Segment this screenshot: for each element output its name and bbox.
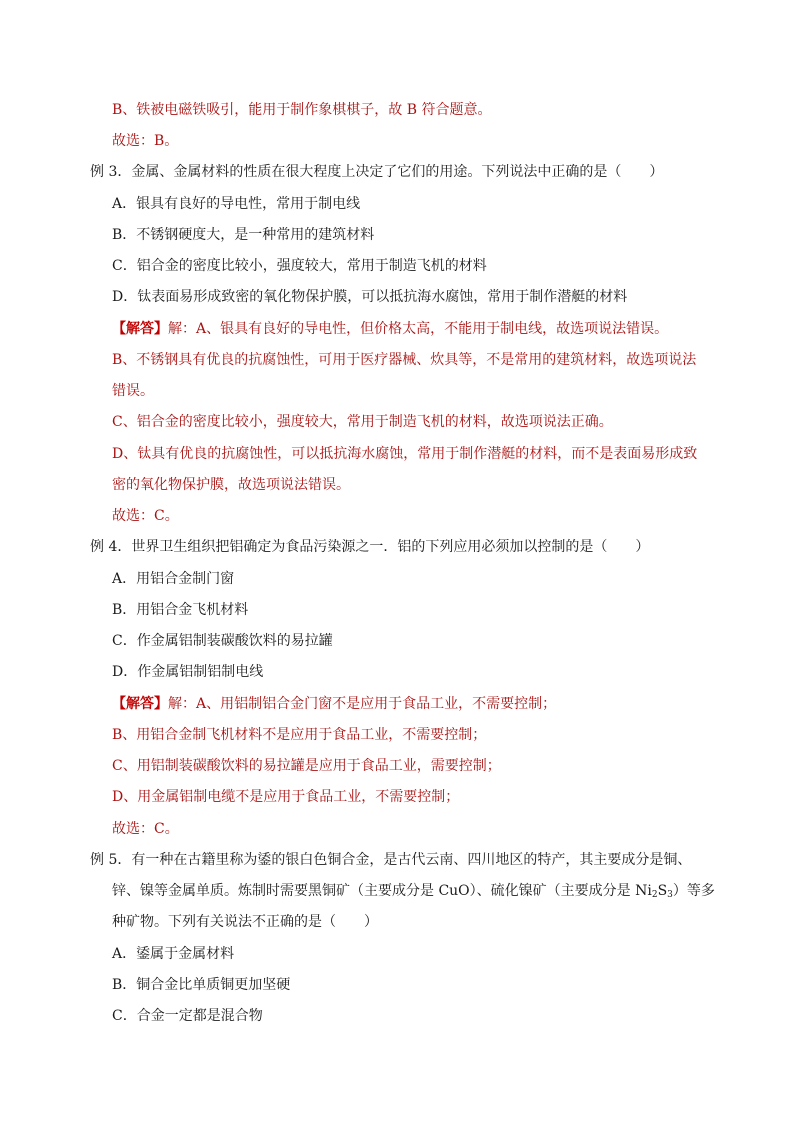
answer-line: C、用铝制装碳酸饮料的易拉罐是应用于食品工业，需要控制； [112, 758, 501, 774]
answer-line: B、铁被电磁铁吸引，能用于制作象棋棋子，故 B 符合题意。 [112, 102, 492, 118]
option-a: A．鋈属于金属材料 [112, 946, 235, 962]
answer-text: 解：A、银具有良好的导电性，但价格太高，不能用于制电线，故选项说法错误。 [168, 321, 669, 337]
stem-text: S [657, 883, 668, 899]
question-4-stem: 例 4．世界卫生组织把铝确定为食品污染源之一．铝的下列应用必须加以控制的是（ ） [90, 539, 650, 555]
answer-conclusion: 故选：B。 [112, 133, 179, 149]
question-5-stem-cont [112, 881, 715, 905]
subscript: 2 [651, 890, 658, 900]
option-c: C．铝合金的密度比较小，强度较大，常用于制造飞机的材料 [112, 258, 487, 274]
stem-text: ）等多 [672, 883, 715, 899]
answer-line: 错误。 [112, 383, 154, 399]
answer-line: C、铝合金的密度比较小，强度较大，常用于制造飞机的材料，故选项说法正确。 [112, 414, 613, 430]
answer-line [112, 694, 556, 714]
answer-line: D、钛具有优良的抗腐蚀性，可以抵抗海水腐蚀，常用于制作潜艇的材料，而不是表面易形成致 [112, 446, 698, 462]
question-3-stem: 例 3．金属、金属材料的性质在很大程度上决定了它们的用途。下列说法中正确的是（ ） [90, 164, 664, 180]
question-5-stem: 例 5．有一种在古籍里称为鋈的银白色铜合金，是古代云南、四川地区的特产，其主要成分是铜、 [90, 852, 692, 868]
answer-line: B、用铝合金制飞机材料不是应用于食品工业，不需要控制； [112, 727, 487, 743]
question-5-stem-cont: 种矿物。下列有关说法不正确的是（ ） [112, 914, 378, 930]
option-a: A．银具有良好的导电性，常用于制电线 [112, 196, 361, 212]
answer-line: 密的氧化物保护膜，故选项说法错误。 [112, 477, 350, 493]
option-d: D．钛表面易形成致密的氧化物保护膜，可以抵抗海水腐蚀，常用于制作潜艇的材料 [112, 289, 628, 305]
answer-tag: 【解答】 [112, 696, 168, 712]
subscript: 3 [667, 890, 673, 900]
answer-line: B、不锈钢具有优良的抗腐蚀性，可用于医疗器械、炊具等，不是常用的建筑材料，故选项说法 [112, 352, 697, 368]
option-d: D．作金属铝制铝制电线 [112, 664, 264, 680]
option-b: B．不锈钢硬度大，是一种常用的建筑材料 [112, 227, 375, 243]
answer-tag: 【解答】 [112, 321, 168, 337]
answer-conclusion: 故选：C。 [112, 508, 179, 524]
answer-line [112, 319, 668, 339]
option-c: C．合金一定都是混合物 [112, 1008, 263, 1024]
answer-conclusion: 故选：C。 [112, 821, 179, 837]
option-a: A．用铝合金制门窗 [112, 571, 235, 587]
option-b: B．用铝合金飞机材料 [112, 602, 249, 618]
answer-text: 解：A、用铝制铝合金门窗不是应用于食品工业，不需要控制； [168, 696, 557, 712]
stem-text: 锌、镍等金属单质。炼制时需要黑铜矿（主要成分是 CuO）、硫化镍矿（主要成分是 Ni [112, 883, 652, 899]
option-c: C．作金属铝制装碳酸饮料的易拉罐 [112, 633, 333, 649]
option-b: B．铜合金比单质铜更加坚硬 [112, 977, 291, 993]
answer-line: D、用金属铝制电缆不是应用于食品工业，不需要控制； [112, 789, 460, 805]
